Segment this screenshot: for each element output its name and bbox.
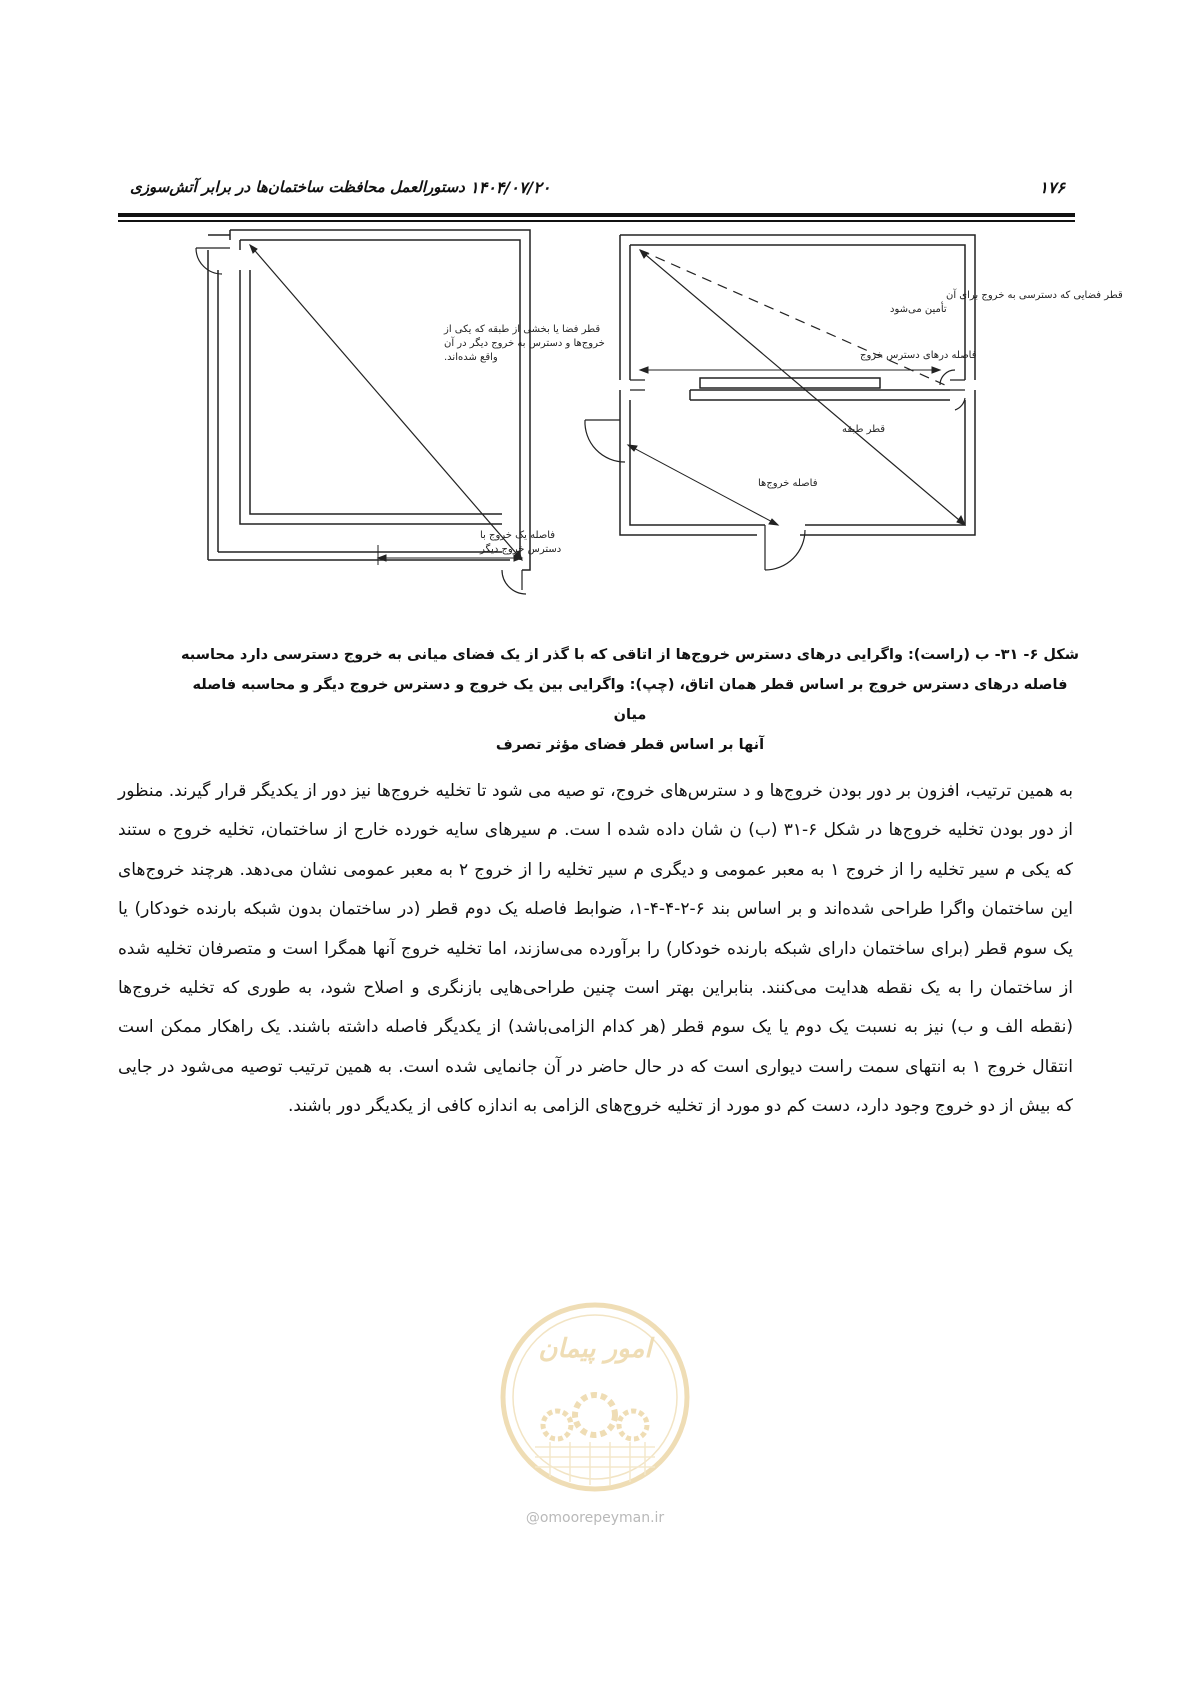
caption-line-3: آنها بر اساس قطر فضای مؤثر تصرف <box>495 737 765 753</box>
left-dist-label1: فاصله یک خروج با <box>480 530 556 541</box>
left-label-line3: واقع شده‌اند. <box>444 352 498 363</box>
right-label-diagonal-access: قطر فضایی که دسترسی به خروج برای آن <box>946 290 1123 301</box>
header-title: دستورالعمل محافظت ساختمان‌ها در برابر آتش‌سوزی <box>130 178 465 196</box>
watermark-logo-text: امور پیمان <box>538 1334 652 1364</box>
figure-svg <box>200 240 1123 630</box>
page-number: ۱۷۶ <box>1039 178 1065 197</box>
caption-line-1: شکل ۶- ۳۱- ب (راست): واگرایی درهای دسترس خروج‌ها از اتاقی که با گذر از یک فضای میانی به خروج دسترسی دارد محاسبه <box>180 647 1079 663</box>
left-dist-label2: دسترس خروج دیگر <box>480 544 562 555</box>
page-header <box>118 172 1073 202</box>
figure-caption <box>180 640 1080 760</box>
watermark-logo <box>495 1297 695 1497</box>
left-label-line2: خروج‌ها و دسترس به خروج دیگر در آن <box>444 338 605 349</box>
header-rule-thin <box>118 220 1075 222</box>
right-label-diagonal-access-2: تأمین می‌شود <box>890 304 947 315</box>
figure-diagrams <box>200 240 1123 630</box>
caption-line-2: فاصله درهای دسترس خروج بر اساس قطر همان اتاق، (چپ): واگرایی بین یک خروج و دسترس خروج دیگر و محاسبه فاصله میان <box>192 677 1068 723</box>
right-label-exit-distance: فاصله خروج‌ها <box>758 478 818 489</box>
watermark-url: @omoorepeyman.ir <box>525 1510 665 1526</box>
header-rule-thick <box>118 213 1075 217</box>
watermark-seal-icon <box>495 1297 695 1497</box>
right-floor-plan <box>585 235 975 570</box>
header-date: ۱۴۰۴/۰۷/۲۰ <box>470 178 551 197</box>
right-label-floor-diagonal: قطر طبقه <box>842 424 886 435</box>
left-label-line1: قطر فضا یا بخشی از طبقه که یکی از <box>444 324 601 335</box>
body-paragraph: به همین ترتیب، افزون بر دور بودن خروج‌ها و د سترس‌های خروج، تو صیه می شود تا تخلیه خروج‌ها نیز دور از یکدیگر قرار گیرند. منظور از دور بودن تخلیه خروج‌ها در شکل ۶-۳۱ (ب) ن شان داده شده ا ست. م سیرهای سایه خورده خارج از ساختمان، تخلیه خروج ه ستند که یکی م سیر تخلیه را از خروج ۱ به معبر عمومی و دیگری م سیر تخلیه را از خروج ۲ به معبر عمومی نشان می‌دهد. هرچند خروج‌های این ساختمان واگرا طراحی شده‌اند و بر اساس بند ۶-۲-۴-۴-۱، ضوابط فاصله یک دوم قطر (در ساختمان بدون شبکه بارنده خودکار) یا یک سوم قطر (برای ساختمان دارای شبکه بارنده خودکار) را برآورده می‌سازند، اما تخلیه خروج آنها همگرا است و متصرفان تخلیه شده از ساختمان را به یک نقطه هدایت می‌کنند. بنابراین بهتر است چنین طراحی‌هایی بازنگری و اصلاح شود، به طوری که تخلیه خروج‌ها (نقطه الف و ب) نیز به نسبت یک دوم یا یک سوم قطر (هر کدام الزامی‌باشد) از یکدیگر فاصله داشته باشند. یک راهکار ممکن است انتقال خروج ۱ به انتهای سمت راست دیواری است که در حال حاضر در آن جانمایی شده است. به همین ترتیب توصیه می‌شود در جایی که بیش از دو خروج وجود دارد، دست کم دو مورد از تخلیه خروج‌های الزامی به اندازه کافی از یکدیگر دور باشند. <box>118 781 1073 1117</box>
right-label-access-doors: فاصله درهای دسترس خروج <box>860 350 977 361</box>
